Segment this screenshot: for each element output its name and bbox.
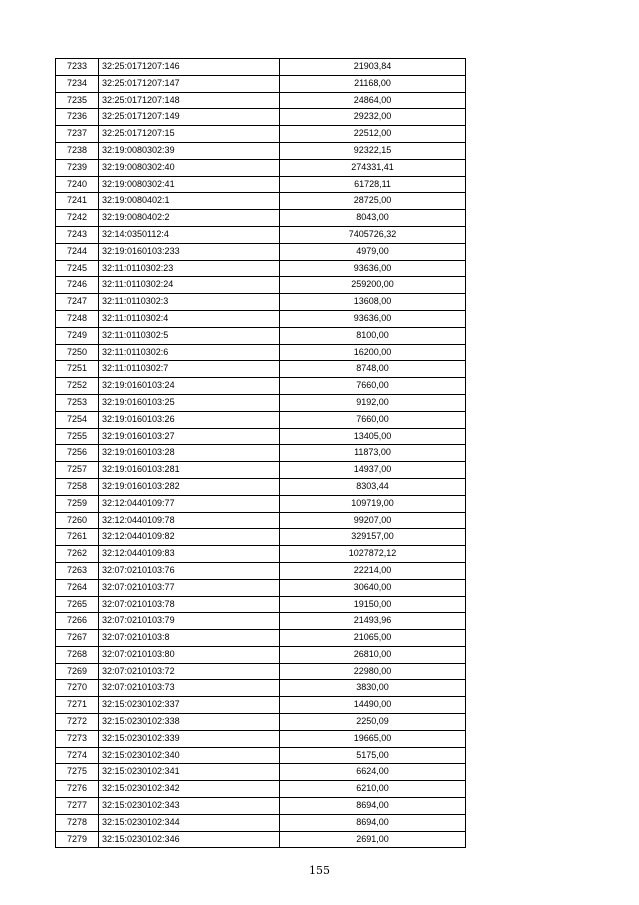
value-cell: 29232,00 <box>280 109 466 126</box>
cadastral-number-cell: 32:25:0171207:146 <box>99 59 280 76</box>
page-number: 155 <box>309 864 330 877</box>
cadastral-number-cell: 32:15:0230102:341 <box>99 764 280 781</box>
row-number-cell: 7246 <box>56 277 99 294</box>
value-cell: 14490,00 <box>280 697 466 714</box>
value-cell: 9192,00 <box>280 394 466 411</box>
value-cell: 2250,09 <box>280 714 466 731</box>
value-cell: 8303,44 <box>280 478 466 495</box>
cadastral-number-cell: 32:15:0230102:343 <box>99 798 280 815</box>
table-row <box>56 260 466 277</box>
cadastral-number-cell: 32:11:0110302:24 <box>99 277 280 294</box>
value-cell: 5175,00 <box>280 747 466 764</box>
row-number-cell: 7236 <box>56 109 99 126</box>
value-cell: 329157,00 <box>280 529 466 546</box>
cadastral-number-cell: 32:19:0160103:282 <box>99 478 280 495</box>
row-number-cell: 7250 <box>56 344 99 361</box>
value-cell: 21065,00 <box>280 630 466 647</box>
table-row <box>56 361 466 378</box>
cadastral-number-cell: 32:11:0110302:6 <box>99 344 280 361</box>
value-cell: 8694,00 <box>280 798 466 815</box>
value-cell: 2691,00 <box>280 831 466 848</box>
row-number-cell: 7279 <box>56 831 99 848</box>
table-row <box>56 529 466 546</box>
cadastral-number-cell: 32:07:0210103:79 <box>99 613 280 630</box>
row-number-cell: 7244 <box>56 243 99 260</box>
row-number-cell: 7257 <box>56 462 99 479</box>
table-row <box>56 630 466 647</box>
value-cell: 4979,00 <box>280 243 466 260</box>
row-number-cell: 7247 <box>56 294 99 311</box>
row-number-cell: 7262 <box>56 546 99 563</box>
value-cell: 30640,00 <box>280 579 466 596</box>
value-cell: 8043,00 <box>280 210 466 227</box>
row-number-cell: 7266 <box>56 613 99 630</box>
row-number-cell: 7252 <box>56 378 99 395</box>
cadastral-number-cell: 32:19:0080402:1 <box>99 193 280 210</box>
cadastral-number-cell: 32:11:0110302:23 <box>99 260 280 277</box>
table-row <box>56 109 466 126</box>
row-number-cell: 7276 <box>56 781 99 798</box>
cadastral-number-cell: 32:11:0110302:7 <box>99 361 280 378</box>
row-number-cell: 7270 <box>56 680 99 697</box>
cadastral-number-cell: 32:25:0171207:149 <box>99 109 280 126</box>
table-row <box>56 126 466 143</box>
value-cell: 19150,00 <box>280 596 466 613</box>
table-row <box>56 663 466 680</box>
table-row <box>56 562 466 579</box>
cadastral-number-cell: 32:15:0230102:344 <box>99 814 280 831</box>
cadastral-number-cell: 32:19:0080302:40 <box>99 159 280 176</box>
row-number-cell: 7278 <box>56 814 99 831</box>
value-cell: 93636,00 <box>280 310 466 327</box>
value-cell: 92322,15 <box>280 142 466 159</box>
cadastral-number-cell: 32:15:0230102:342 <box>99 781 280 798</box>
row-number-cell: 7249 <box>56 327 99 344</box>
row-number-cell: 7275 <box>56 764 99 781</box>
row-number-cell: 7251 <box>56 361 99 378</box>
table-row <box>56 210 466 227</box>
table-row <box>56 226 466 243</box>
cadastral-number-cell: 32:25:0171207:15 <box>99 126 280 143</box>
value-cell: 7660,00 <box>280 378 466 395</box>
cadastral-number-cell: 32:07:0210103:78 <box>99 596 280 613</box>
cadastral-number-cell: 32:15:0230102:338 <box>99 714 280 731</box>
cadastral-number-cell: 32:07:0210103:72 <box>99 663 280 680</box>
value-cell: 7660,00 <box>280 411 466 428</box>
registry-table <box>55 58 466 848</box>
cadastral-number-cell: 32:11:0110302:4 <box>99 310 280 327</box>
cadastral-number-cell: 32:12:0440109:82 <box>99 529 280 546</box>
table-row <box>56 462 466 479</box>
value-cell: 24864,00 <box>280 92 466 109</box>
table-row <box>56 512 466 529</box>
registry-table-body <box>56 59 466 848</box>
value-cell: 6210,00 <box>280 781 466 798</box>
table-row <box>56 176 466 193</box>
table-row <box>56 613 466 630</box>
value-cell: 93636,00 <box>280 260 466 277</box>
table-row <box>56 92 466 109</box>
row-number-cell: 7258 <box>56 478 99 495</box>
value-cell: 8748,00 <box>280 361 466 378</box>
row-number-cell: 7234 <box>56 75 99 92</box>
value-cell: 8100,00 <box>280 327 466 344</box>
value-cell: 16200,00 <box>280 344 466 361</box>
value-cell: 274331,41 <box>280 159 466 176</box>
table-row <box>56 579 466 596</box>
value-cell: 13608,00 <box>280 294 466 311</box>
row-number-cell: 7274 <box>56 747 99 764</box>
table-row <box>56 294 466 311</box>
value-cell: 6624,00 <box>280 764 466 781</box>
row-number-cell: 7255 <box>56 428 99 445</box>
value-cell: 28725,00 <box>280 193 466 210</box>
value-cell: 259200,00 <box>280 277 466 294</box>
table-row <box>56 142 466 159</box>
row-number-cell: 7273 <box>56 730 99 747</box>
value-cell: 3830,00 <box>280 680 466 697</box>
cadastral-number-cell: 32:19:0160103:24 <box>99 378 280 395</box>
row-number-cell: 7268 <box>56 646 99 663</box>
table-row <box>56 327 466 344</box>
value-cell: 19665,00 <box>280 730 466 747</box>
cadastral-number-cell: 32:25:0171207:147 <box>99 75 280 92</box>
cadastral-number-cell: 32:12:0440109:77 <box>99 495 280 512</box>
cadastral-number-cell: 32:07:0210103:80 <box>99 646 280 663</box>
table-row <box>56 697 466 714</box>
table-row <box>56 277 466 294</box>
row-number-cell: 7239 <box>56 159 99 176</box>
value-cell: 99207,00 <box>280 512 466 529</box>
row-number-cell: 7263 <box>56 562 99 579</box>
table-row <box>56 394 466 411</box>
cadastral-number-cell: 32:15:0230102:340 <box>99 747 280 764</box>
cadastral-number-cell: 32:19:0160103:233 <box>99 243 280 260</box>
cadastral-number-cell: 32:19:0160103:281 <box>99 462 280 479</box>
row-number-cell: 7267 <box>56 630 99 647</box>
value-cell: 21493,96 <box>280 613 466 630</box>
table-row <box>56 798 466 815</box>
table-row <box>56 310 466 327</box>
table-row <box>56 764 466 781</box>
table-row <box>56 596 466 613</box>
row-number-cell: 7271 <box>56 697 99 714</box>
table-row <box>56 75 466 92</box>
row-number-cell: 7245 <box>56 260 99 277</box>
table-row <box>56 243 466 260</box>
table-row <box>56 546 466 563</box>
cadastral-number-cell: 32:19:0080302:39 <box>99 142 280 159</box>
row-number-cell: 7259 <box>56 495 99 512</box>
row-number-cell: 7240 <box>56 176 99 193</box>
cadastral-number-cell: 32:11:0110302:5 <box>99 327 280 344</box>
value-cell: 7405726,32 <box>280 226 466 243</box>
cadastral-number-cell: 32:07:0210103:76 <box>99 562 280 579</box>
row-number-cell: 7272 <box>56 714 99 731</box>
cadastral-number-cell: 32:07:0210103:73 <box>99 680 280 697</box>
cadastral-number-cell: 32:14:0350112:4 <box>99 226 280 243</box>
value-cell: 22980,00 <box>280 663 466 680</box>
cadastral-number-cell: 32:15:0230102:337 <box>99 697 280 714</box>
row-number-cell: 7260 <box>56 512 99 529</box>
value-cell: 1027872,12 <box>280 546 466 563</box>
table-row <box>56 378 466 395</box>
row-number-cell: 7254 <box>56 411 99 428</box>
cadastral-number-cell: 32:25:0171207:148 <box>99 92 280 109</box>
value-cell: 13405,00 <box>280 428 466 445</box>
cadastral-number-cell: 32:12:0440109:83 <box>99 546 280 563</box>
table-row <box>56 646 466 663</box>
row-number-cell: 7233 <box>56 59 99 76</box>
value-cell: 109719,00 <box>280 495 466 512</box>
row-number-cell: 7242 <box>56 210 99 227</box>
cadastral-number-cell: 32:11:0110302:3 <box>99 294 280 311</box>
value-cell: 14937,00 <box>280 462 466 479</box>
table-row <box>56 781 466 798</box>
cadastral-number-cell: 32:07:0210103:8 <box>99 630 280 647</box>
table-row <box>56 193 466 210</box>
value-cell: 8694,00 <box>280 814 466 831</box>
cadastral-number-cell: 32:19:0160103:26 <box>99 411 280 428</box>
value-cell: 22512,00 <box>280 126 466 143</box>
table-row <box>56 680 466 697</box>
value-cell: 21903,84 <box>280 59 466 76</box>
table-row <box>56 445 466 462</box>
table-row <box>56 159 466 176</box>
row-number-cell: 7269 <box>56 663 99 680</box>
cadastral-number-cell: 32:19:0080402:2 <box>99 210 280 227</box>
value-cell: 21168,00 <box>280 75 466 92</box>
row-number-cell: 7253 <box>56 394 99 411</box>
table-row <box>56 730 466 747</box>
value-cell: 26810,00 <box>280 646 466 663</box>
cadastral-number-cell: 32:12:0440109:78 <box>99 512 280 529</box>
cadastral-number-cell: 32:19:0080302:41 <box>99 176 280 193</box>
table-row <box>56 344 466 361</box>
cadastral-number-cell: 32:19:0160103:27 <box>99 428 280 445</box>
table-row <box>56 428 466 445</box>
table-row <box>56 747 466 764</box>
row-number-cell: 7235 <box>56 92 99 109</box>
table-row <box>56 714 466 731</box>
table-row <box>56 495 466 512</box>
row-number-cell: 7238 <box>56 142 99 159</box>
table-row <box>56 411 466 428</box>
table-row <box>56 59 466 76</box>
cadastral-number-cell: 32:19:0160103:28 <box>99 445 280 462</box>
row-number-cell: 7243 <box>56 226 99 243</box>
table-row <box>56 814 466 831</box>
value-cell: 61728,11 <box>280 176 466 193</box>
cadastral-number-cell: 32:07:0210103:77 <box>99 579 280 596</box>
value-cell: 11873,00 <box>280 445 466 462</box>
row-number-cell: 7248 <box>56 310 99 327</box>
table-row <box>56 831 466 848</box>
table-row <box>56 478 466 495</box>
row-number-cell: 7265 <box>56 596 99 613</box>
row-number-cell: 7256 <box>56 445 99 462</box>
row-number-cell: 7241 <box>56 193 99 210</box>
cadastral-number-cell: 32:15:0230102:346 <box>99 831 280 848</box>
row-number-cell: 7277 <box>56 798 99 815</box>
cadastral-number-cell: 32:15:0230102:339 <box>99 730 280 747</box>
value-cell: 22214,00 <box>280 562 466 579</box>
cadastral-number-cell: 32:19:0160103:25 <box>99 394 280 411</box>
row-number-cell: 7237 <box>56 126 99 143</box>
row-number-cell: 7264 <box>56 579 99 596</box>
row-number-cell: 7261 <box>56 529 99 546</box>
